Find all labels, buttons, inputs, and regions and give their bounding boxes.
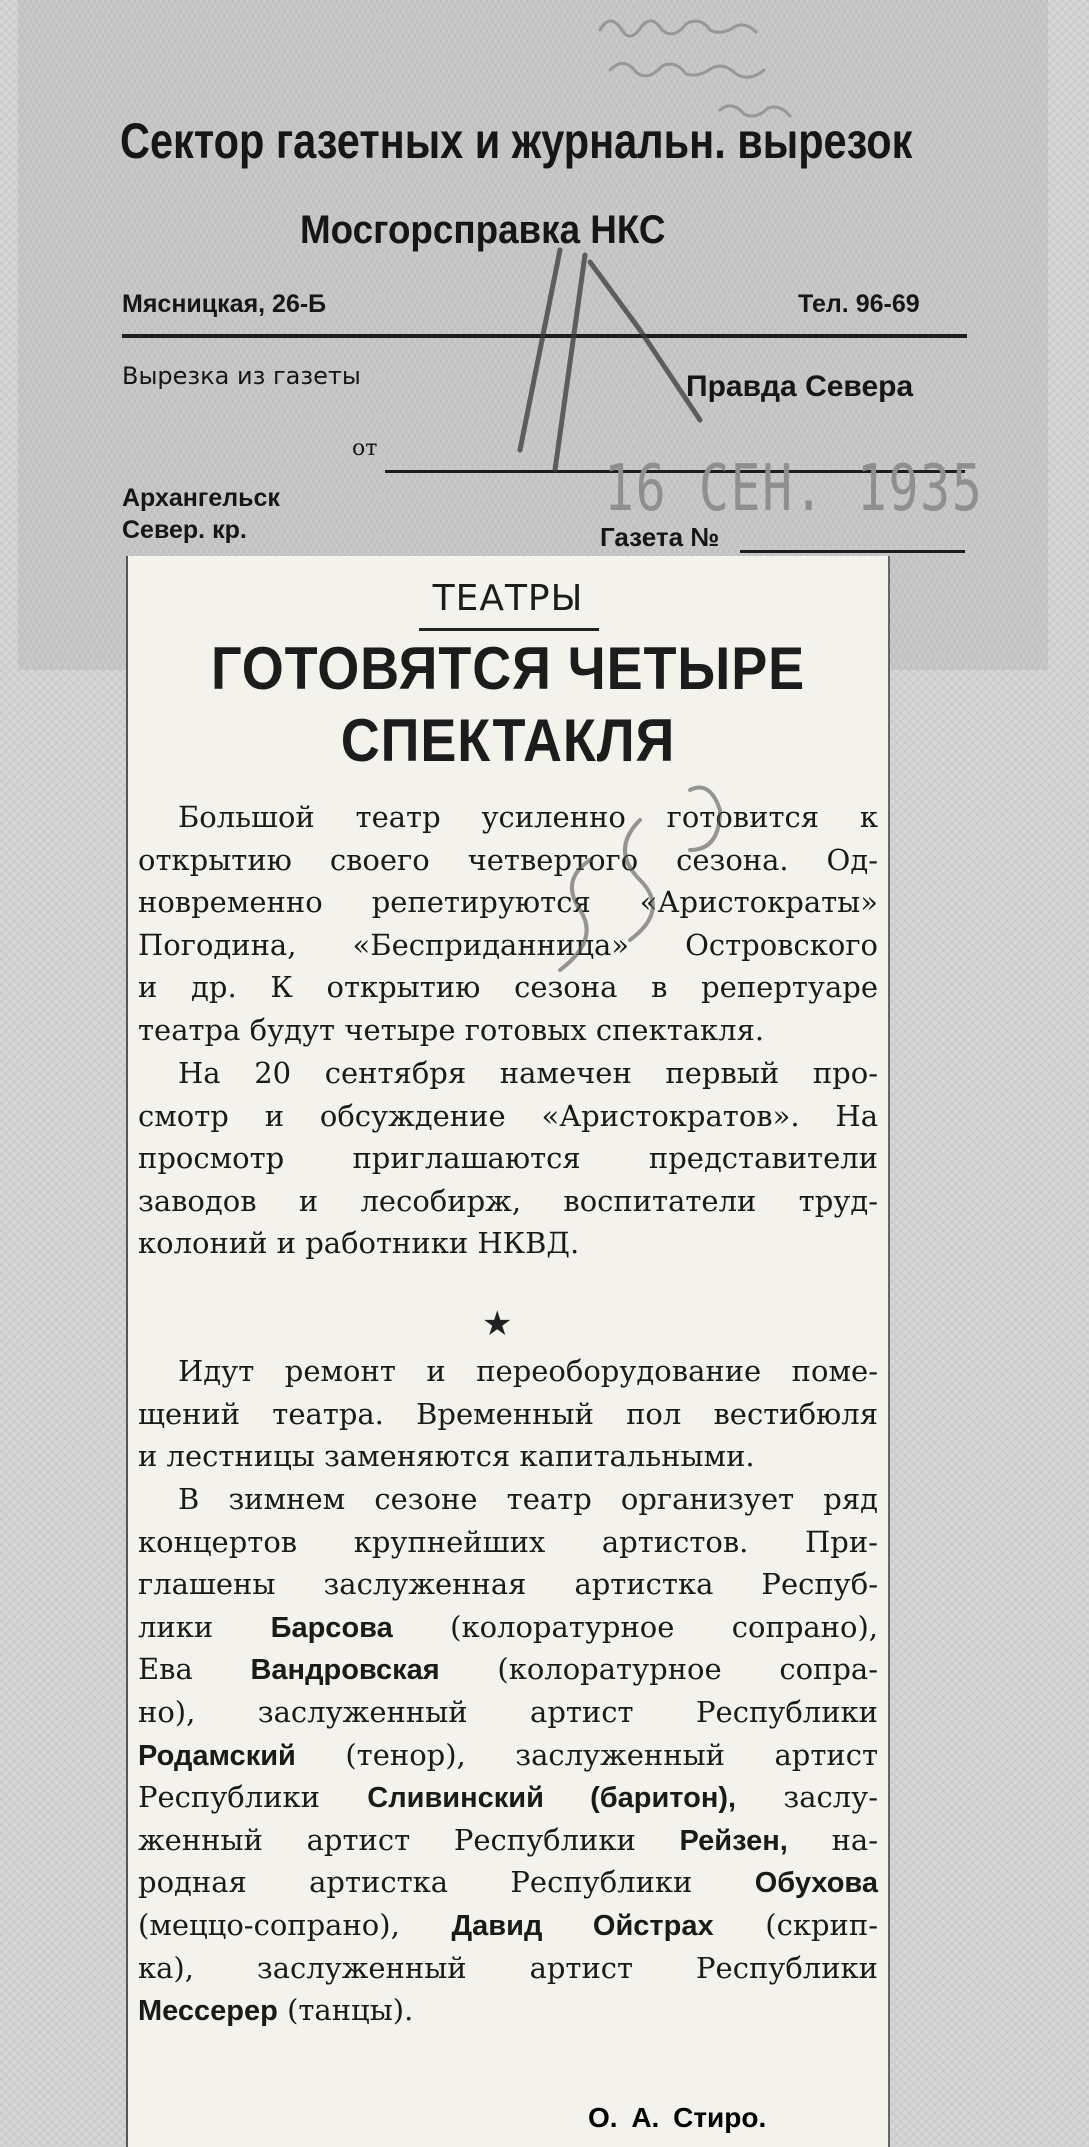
text-line: Большой театр усиленно готовится к xyxy=(178,800,878,834)
text-span: женный артист Республики xyxy=(138,1822,636,1857)
section-separator-star: ★ xyxy=(482,1304,513,1344)
artist-name-messerer: Мессерер xyxy=(138,1995,278,2028)
text-span: родная артистка Республики xyxy=(138,1865,693,1900)
text-line: Погодина, «Бесприданница» Островского xyxy=(138,927,878,962)
artist-name-reizen: Рейзен, xyxy=(679,1824,788,1857)
text-span: (колоратурное сопрано), xyxy=(450,1609,878,1644)
text-span: (колоратурное сопра- xyxy=(497,1652,879,1687)
issue-number-label: Газета № xyxy=(600,522,720,552)
handwritten-archive-note xyxy=(600,21,790,116)
bureau-phone: Тел. 96-69 xyxy=(798,290,920,318)
handwritten-inventory-number xyxy=(560,788,720,971)
text-line: глашены заслуженная артистка Респуб- xyxy=(138,1567,878,1602)
author-signature: О. А. Стиро. xyxy=(588,2102,767,2133)
text-line: просмотр приглашаются представители xyxy=(138,1141,878,1176)
headline-line-1: ГОТОВЯТСЯ ЧЕТЫРЕ xyxy=(210,635,806,702)
text-line: На 20 сентября намечен первый про- xyxy=(178,1056,878,1090)
text-line: смотр и обсуждение «Аристократов». На xyxy=(138,1098,878,1133)
text-line: концертов крупнейших артистов. При- xyxy=(138,1524,878,1559)
text-span: заслу- xyxy=(783,1780,879,1815)
cutting-source-label: Вырезка из газеты xyxy=(122,362,361,390)
bureau-address: Мясницкая, 26-Б xyxy=(122,290,327,318)
text-line: но), заслуженный артист Республики xyxy=(138,1694,878,1729)
text-line: новременно репетируются «Аристократы» xyxy=(138,885,878,920)
artist-name-slivinsky: Сливинский (баритон), xyxy=(367,1782,737,1815)
text-line: Идут ремонт и переоборудование поме- xyxy=(178,1354,878,1388)
rubric-heading: ТЕАТРЫ xyxy=(432,578,584,619)
text-span: Ева xyxy=(138,1652,193,1687)
text-line: колоний и работники НКВД. xyxy=(138,1226,580,1261)
text-span: (тенор), заслуженный артист xyxy=(345,1737,879,1772)
bureau-title: Сектор газетных и журнальн. вырезок xyxy=(120,113,913,169)
artist-name-rodamsky: Родамский xyxy=(138,1739,296,1772)
text-span: (меццо-сопрано), xyxy=(138,1907,400,1942)
artist-name-vandrovskaya: Вандровская xyxy=(250,1654,440,1687)
artist-name-barsova: Барсова xyxy=(270,1611,393,1644)
bureau-subtitle: Мосгорсправка НКС xyxy=(300,208,666,252)
region-name: Север. кр. xyxy=(122,516,247,544)
text-span: на- xyxy=(831,1822,878,1857)
handwritten-number-mark xyxy=(520,250,700,470)
text-line: ка), заслуженный артист Республики xyxy=(138,1950,878,1985)
newspaper-name: Правда Севера xyxy=(686,370,914,403)
text-line: заводов и лесобирж, воспитатели труд- xyxy=(138,1183,878,1218)
text-line: и др. К открытию сезона в репертуаре xyxy=(138,970,878,1005)
text-line: и лестницы заменяются капитальными. xyxy=(138,1439,755,1474)
text-line: театра будут четыре готовых спектакля. xyxy=(138,1012,765,1047)
date-stamp: 16 СЕН. 1935 xyxy=(604,452,984,526)
artist-name-oistrakh: Давид Ойстрах xyxy=(451,1909,714,1942)
text-span: Республики xyxy=(138,1780,320,1815)
text-span: (танцы). xyxy=(287,1993,414,2028)
text-span: (скрип- xyxy=(765,1907,878,1942)
text-line: щений театра. Временный пол вестибюля xyxy=(138,1396,878,1431)
artist-name-obukhova: Обухова xyxy=(754,1867,878,1900)
city-name: Архангельск xyxy=(122,484,280,512)
text-line: В зимнем сезоне театр организует ряд xyxy=(178,1482,878,1516)
text-span: лики xyxy=(138,1609,214,1644)
text-line: открытию своего четвертого сезона. Од- xyxy=(138,842,878,877)
headline-line-2: СПЕКТАКЛЯ xyxy=(340,707,676,774)
date-from-label: от xyxy=(352,436,378,461)
